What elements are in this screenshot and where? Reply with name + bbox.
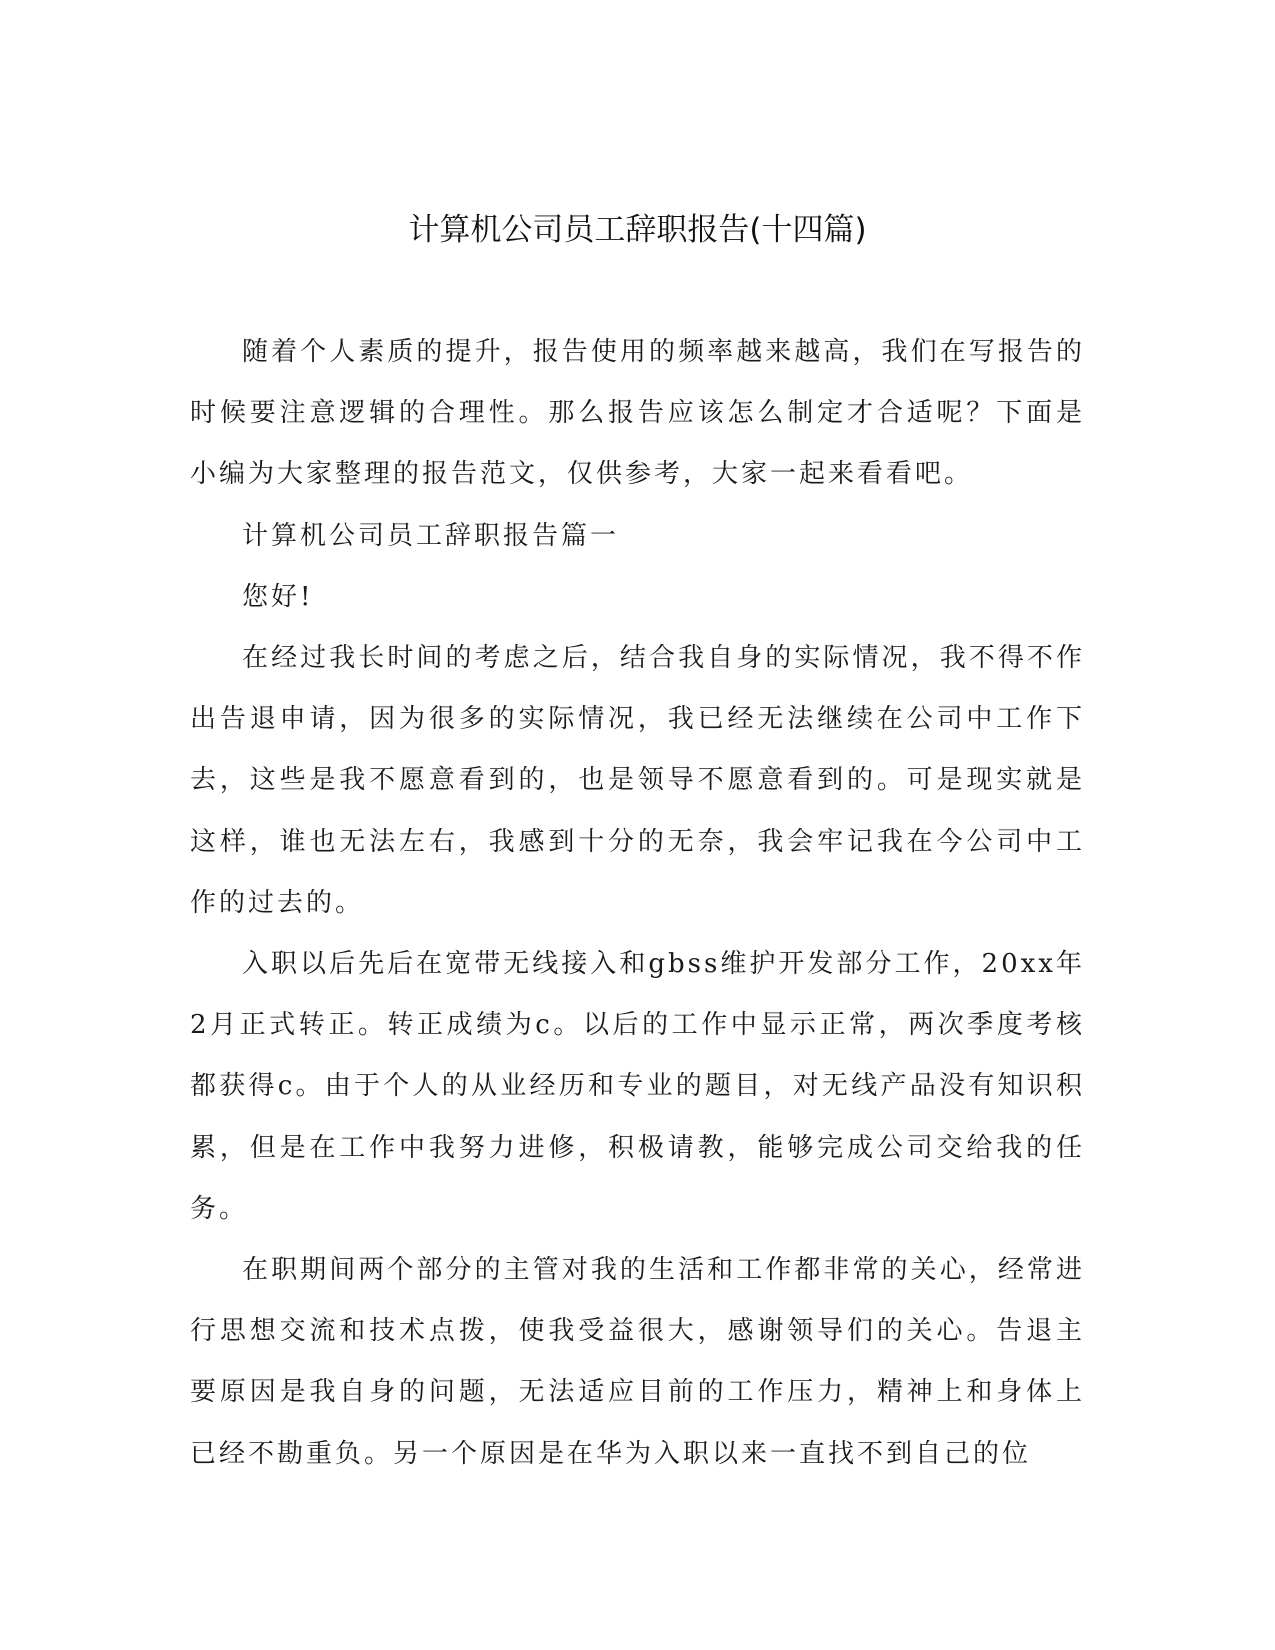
paragraph: 入职以后先后在宽带无线接入和gbss维护开发部分工作，20xx年2月正式转正。转正成绩为c。以后的工作中显示正常，两次季度考核都获得c。由于个人的从业经历和专业的题目，对无线产品没有知识积累，但是在工作中我努力进修，积极请教，能够完成公司交给我的任务。 [190,949,1085,1224]
document-body [190,322,1085,1485]
paragraph: 在经过我长时间的考虑之后，结合我自身的实际情况，我不得不作出告退申请，因为很多的实际情况，我已经无法继续在公司中工作下去，这些是我不愿意看到的，也是领导不愿意看到的。可是现实就是这样，谁也无法左右，我感到十分的无奈，我会牢记我在今公司中工作的过去的。 [190,643,1085,918]
paragraph: 在职期间两个部分的主管对我的生活和工作都非常的关心，经常进行思想交流和技术点拨，使我受益很大，感谢领导们的关心。告退主要原因是我自身的问题，无法适应目前的工作压力，精神上和身体上已经不勘重负。另一个原因是在华为入职以来一直找不到自己的位 [190,1255,1085,1469]
document-title: 计算机公司员工辞职报告(十四篇) [408,212,867,248]
paragraph-intro: 随着个人素质的提升，报告使用的频率越来越高，我们在写报告的时候要注意逻辑的合理性。那么报告应该怎么制定才合适呢？下面是小编为大家整理的报告范文，仅供参考，大家一起来看看吧。 [190,337,1085,490]
greeting: 您好! [242,581,314,612]
section-heading: 计算机公司员工辞职报告篇一 [242,520,620,551]
